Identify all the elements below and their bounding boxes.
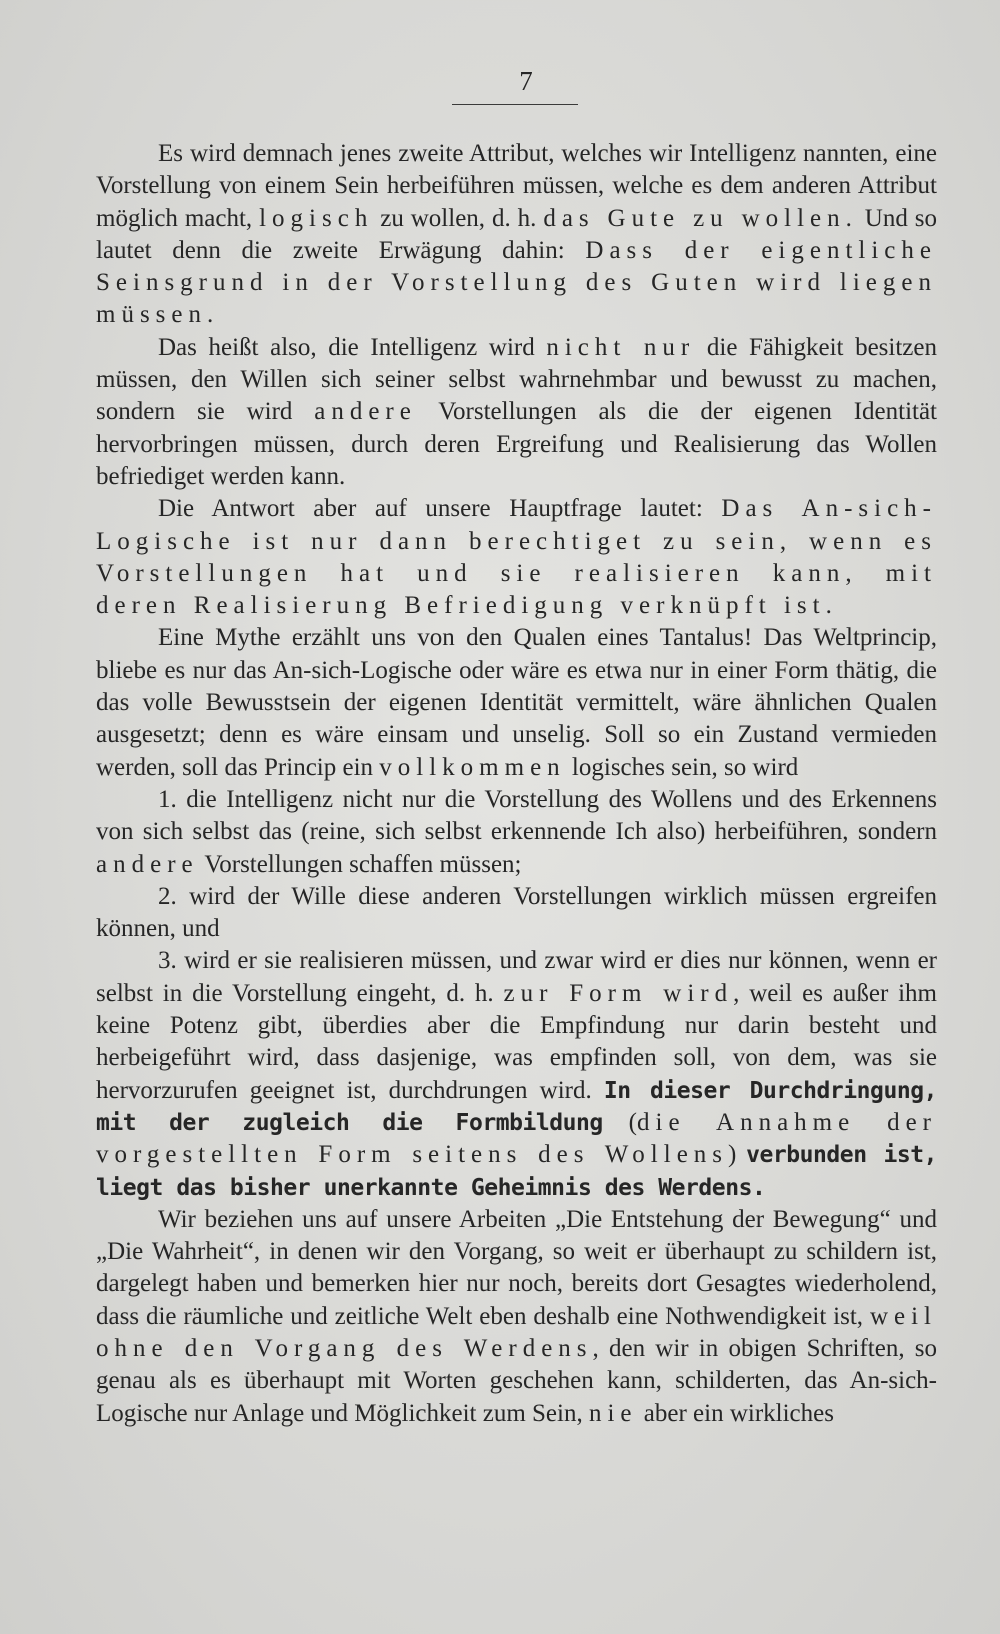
paragraph (96, 138, 937, 332)
header-rule (452, 104, 578, 105)
spaced-emphasis: nicht nur (546, 333, 696, 361)
paragraph (96, 332, 937, 493)
text-run: 2. wird der Wille diese anderen Vorstellungen wirklich müssen ergreifen können, und (96, 882, 937, 943)
text-run: 3. wird er sie realisieren müssen, und zwar wird er dies nur können, wenn er selbst in die Vorstellung eingeht, d. h. (96, 947, 937, 1007)
text-run: Eine Mythe erzählt uns von den Qualen eines Tantalus! Das Weltprincip, bliebe es nur das An-sich-Logische oder wäre es etwa nur in einer Form thätig, die das volle Bewusstsein der eigenen Identität vermittelt, wäre ähnlichen Qualen ausgesetzt; denn es wäre einsam und unselig. Soll so ein Zustand vermieden werden, soll das Princip ein (96, 624, 937, 781)
text-run: zu wollen, d. h. (373, 204, 544, 232)
text-run: ) (728, 1141, 747, 1169)
bold-emphasis: In dieser Durchdringung, mit der zugleich die Formbildung (96, 1077, 937, 1136)
paragraph (96, 622, 937, 783)
spaced-emphasis: das Gute zu wollen. (543, 204, 858, 232)
paragraph (96, 493, 937, 622)
text-run: Vorstellungen als die der eigenen Identität hervorbringen müssen, durch deren Ergreifung und Realisierung das Wollen befriediget werden kann. (96, 398, 938, 490)
text-run: logisches sein, so wird (565, 753, 799, 781)
text-run: die Fähigkeit besitzen müssen, den Willen sich seiner selbst wahrnehmbar und bewusst zu machen, sondern sie wird (96, 333, 937, 426)
paragraph (96, 881, 937, 946)
spaced-emphasis: zur Form wird (503, 979, 734, 1007)
spaced-emphasis: Das An-sich-Logische ist nur dann berechtiget zu sein, wenn es Vorstellungen hat und sie realisieren kann, mit deren Realisierung Befriedigung verknüpft ist. (96, 495, 937, 620)
text-run: Und so lautet denn die zweite Erwägung dahin: (96, 204, 937, 264)
spaced-emphasis: andere (96, 850, 199, 878)
spaced-emphasis: Dass der eigentliche Seinsgrund in der Vorstellung des Guten wird liegen müssen. (96, 236, 938, 329)
bold-emphasis: verbunden ist, liegt das bisher unerkannte Geheimnis des Werdens. (96, 1142, 938, 1201)
paragraph (96, 784, 937, 881)
text-run: aber ein wirkliches (637, 1399, 834, 1427)
spaced-emphasis: logisch (259, 204, 374, 232)
spaced-emphasis: nie (588, 1399, 638, 1427)
text-run: Vorstellungen schaffen müssen; (198, 850, 522, 878)
spaced-emphasis: andere (314, 398, 417, 426)
text-run: Wir beziehen uns auf unsere Arbeiten „Die Entstehung der Bewegung“ und „Die Wahrheit“, in denen wir den Vorgang, so weit er überhaupt zu schildern ist, dargelegt haben und bemerken hier nur noch, bereits dort Gesagtes wiederholend, dass die räumliche und zeitliche Welt eben deshalb eine Nothwendigkeit ist, (96, 1205, 937, 1330)
page-number: 7 (519, 66, 533, 96)
spaced-emphasis: die Annahme der vorgestellten Form seitens des Wollens (96, 1108, 938, 1169)
spaced-emphasis: weil ohne den Vorgang des Werdens (96, 1302, 937, 1362)
spaced-emphasis: vollkommen (379, 753, 566, 781)
paragraph (96, 1204, 937, 1430)
text-run: , weil es außer ihm keine Potenz gibt, überdies aber die Empfindung nur darin besteht und herbeigeführt wird, dass dasjenige, was empfinden soll, von dem, was sie hervorzurufen geeignet ist, durchdrungen wird. (96, 979, 938, 1104)
paragraph (96, 945, 937, 1203)
text-run: ( (602, 1108, 638, 1136)
text-run: , den wir in obigen Schriften, so genau als es überhaupt mit Worten geschehen kann, schilderten, das An-sich-Logische nur Anlage und Möglichkeit zum Sein, (96, 1334, 937, 1427)
text-run: 1. die Intelligenz nicht nur die Vorstellung des Wollens und des Erkennens von sich selbst das (reine, sich selbst erkennende Ich also) herbeiführen, sondern (96, 785, 937, 846)
text-run: Die Antwort aber auf unsere Hauptfrage lautet: (158, 495, 722, 523)
text-run: Es wird demnach jenes zweite Attribut, welches wir Intelligenz nannten, eine Vorstellung von einem Sein herbeiführen müssen, welche es dem anderen Attribut möglich macht, (96, 140, 937, 232)
text-run: Das heißt also, die Intelligenz wird (158, 333, 547, 361)
body-text (96, 138, 937, 1430)
